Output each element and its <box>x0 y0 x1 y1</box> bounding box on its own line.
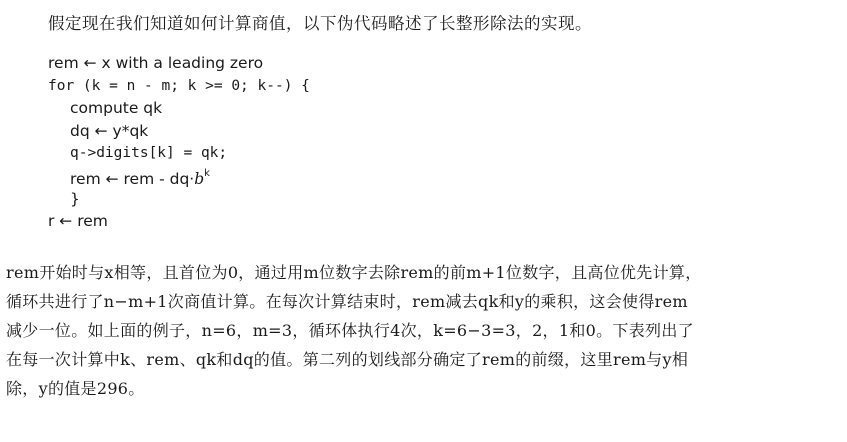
pseudocode-block <box>48 52 310 233</box>
body-paragraph <box>6 258 840 403</box>
intro-text: 假定现在我们知道如何计算商值，以下伪代码略述了长整形除法的实现。 <box>48 14 592 33</box>
code-line-1: rem ← x with a leading zero <box>48 54 264 72</box>
paragraph-line-2: 循环共进行了n−m+1次商值计算。在每次计算结束时，rem减去qk和y的乘积，这会使得rem <box>6 292 688 311</box>
paragraph-line-3: 减少一位。如上面的例子，n=6，m=3，循环体执行4次，k=6−3=3，2，1和0。下表列出了 <box>6 321 694 340</box>
code-line-6-text: rem ← rem - dq· <box>70 170 195 189</box>
paragraph-line-5: 除，y的值是296。 <box>6 379 145 398</box>
code-line-3: compute qk <box>70 99 163 118</box>
code-exponent-k: k <box>204 167 210 179</box>
paragraph-line-1: rem开始时与x相等，且首位为0，通过用m位数字去除rem的前m+1位数字，且高位优先计算， <box>6 263 702 282</box>
code-line-7: } <box>70 189 80 208</box>
code-line-5: q->digits[k] = qk; <box>70 145 228 162</box>
code-base-b: b <box>194 170 205 189</box>
code-line-6 <box>48 165 310 188</box>
code-line-2: for (k = n - m; k >= 0; k--) { <box>48 77 310 94</box>
code-line-4: dq ← y*qk <box>70 121 149 140</box>
paragraph-line-4: 在每一次计算中k、rem、qk和dq的值。第二列的划线部分确定了rem的前缀，这里rem与y相 <box>6 350 689 369</box>
code-line-8: r ← rem <box>48 212 108 231</box>
